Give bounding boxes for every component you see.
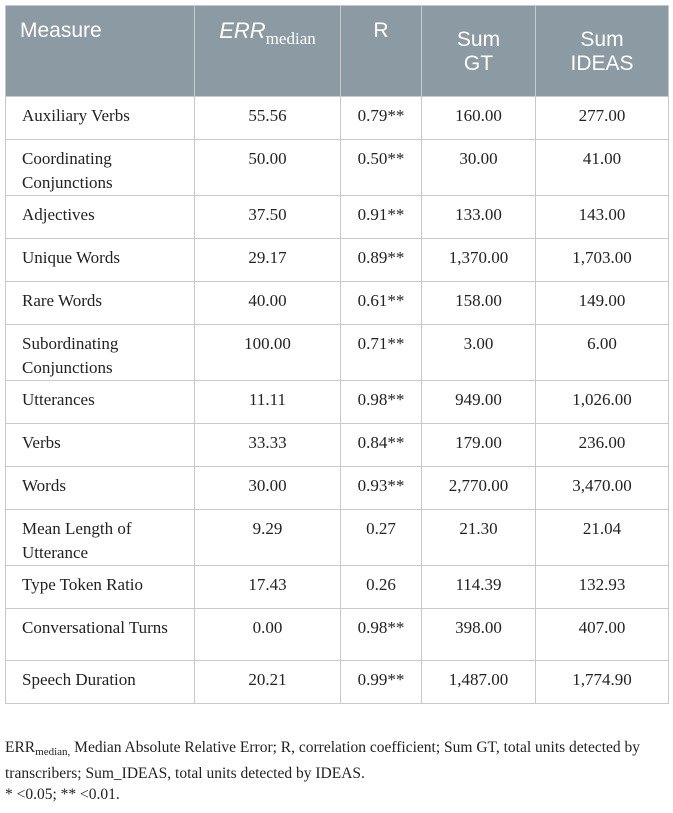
cell-measure: Utterances [6,381,195,424]
header-err-sub: median [265,29,316,48]
cell-sum-gt: 114.39 [422,566,536,609]
cell-err-median: 33.33 [195,424,341,467]
cell-measure: Unique Words [6,239,195,282]
cell-r: 0.99** [341,661,422,704]
cell-sum-ideas: 21.04 [536,510,669,566]
cell-measure: Type Token Ratio [6,566,195,609]
cell-sum-gt: 30.00 [422,140,536,196]
cell-sum-ideas: 1,774.90 [536,661,669,704]
cell-measure: Words [6,467,195,510]
footnote-abbreviations [5,737,668,784]
cell-err-median: 9.29 [195,510,341,566]
footnote-significance: * <0.05; ** <0.01. [5,786,120,803]
cell-measure: Adjectives [6,196,195,239]
cell-measure: Auxiliary Verbs [6,97,195,140]
cell-r: 0.27 [341,510,422,566]
cell-sum-ideas: 277.00 [536,97,669,140]
cell-sum-gt: 1,487.00 [422,661,536,704]
cell-sum-gt: 398.00 [422,609,536,661]
table-row [6,325,669,381]
cell-sum-ideas: 149.00 [536,282,669,325]
cell-r: 0.50** [341,140,422,196]
header-row [6,6,669,97]
table-footnote [5,737,668,805]
cell-err-median: 20.21 [195,661,341,704]
table-row [6,566,669,609]
cell-sum-gt: 1,370.00 [422,239,536,282]
cell-err-median: 40.00 [195,282,341,325]
header-sum-gt-line1: Sum [456,27,501,51]
cell-r: 0.71** [341,325,422,381]
cell-err-median: 29.17 [195,239,341,282]
cell-r: 0.26 [341,566,422,609]
cell-err-median: 100.00 [195,325,341,381]
cell-r: 0.79** [341,97,422,140]
cell-err-median: 11.11 [195,381,341,424]
footnote-err-main: ERR [5,739,36,756]
header-sum-gt [422,6,536,97]
cell-sum-ideas: 236.00 [536,424,669,467]
header-sum-gt-line2: GT [463,51,494,75]
header-r: R [341,6,422,97]
cell-sum-ideas: 1,026.00 [536,381,669,424]
cell-sum-gt: 179.00 [422,424,536,467]
table-row [6,239,669,282]
footnote-definitions: Median Absolute Relative Error; R, correlation coefficient; Sum GT, total units detected by transcribers; Sum_IDEAS, total units detected by IDEAS. [5,739,641,782]
cell-r: 0.98** [341,381,422,424]
table-row [6,381,669,424]
table-row [6,140,669,196]
cell-measure: Rare Words [6,282,195,325]
cell-sum-ideas: 143.00 [536,196,669,239]
table-row [6,661,669,704]
cell-measure: Mean Length of Utterance [6,510,195,566]
table-row [6,467,669,510]
cell-r: 0.84** [341,424,422,467]
cell-err-median: 55.56 [195,97,341,140]
cell-sum-ideas: 3,470.00 [536,467,669,510]
cell-sum-gt: 160.00 [422,97,536,140]
cell-sum-gt: 2,770.00 [422,467,536,510]
cell-sum-gt: 158.00 [422,282,536,325]
cell-sum-ideas: 1,703.00 [536,239,669,282]
cell-sum-ideas: 41.00 [536,140,669,196]
cell-sum-gt: 949.00 [422,381,536,424]
table-row [6,510,669,566]
table-row [6,282,669,325]
cell-measure: Coordinating Conjunctions [6,140,195,196]
header-sum-ideas-line1: Sum [580,27,624,51]
cell-err-median: 37.50 [195,196,341,239]
cell-r: 0.93** [341,467,422,510]
cell-err-median: 30.00 [195,467,341,510]
cell-err-median: 50.00 [195,140,341,196]
cell-r: 0.98** [341,609,422,661]
cell-measure: Conversational Turns [6,609,195,661]
header-err-main: ERR [219,18,266,43]
cell-sum-ideas: 132.93 [536,566,669,609]
table-row [6,196,669,239]
cell-sum-ideas: 6.00 [536,325,669,381]
table-body [6,97,669,704]
header-sum-ideas [536,6,669,97]
cell-err-median: 17.43 [195,566,341,609]
cell-sum-gt: 133.00 [422,196,536,239]
table-row [6,424,669,467]
cell-r: 0.91** [341,196,422,239]
cell-sum-gt: 21.30 [422,510,536,566]
header-measure: Measure [6,6,195,97]
table-row [6,609,669,661]
cell-measure: Verbs [6,424,195,467]
cell-r: 0.61** [341,282,422,325]
cell-err-median: 0.00 [195,609,341,661]
cell-measure: Speech Duration [6,661,195,704]
cell-measure: Subordinating Conjunctions [6,325,195,381]
cell-sum-gt: 3.00 [422,325,536,381]
results-table [5,5,669,704]
footnote-err-sub: median, [35,746,71,758]
header-sum-ideas-line2: IDEAS [570,51,634,75]
cell-r: 0.89** [341,239,422,282]
header-err-median [195,6,341,97]
table-row [6,97,669,140]
cell-sum-ideas: 407.00 [536,609,669,661]
